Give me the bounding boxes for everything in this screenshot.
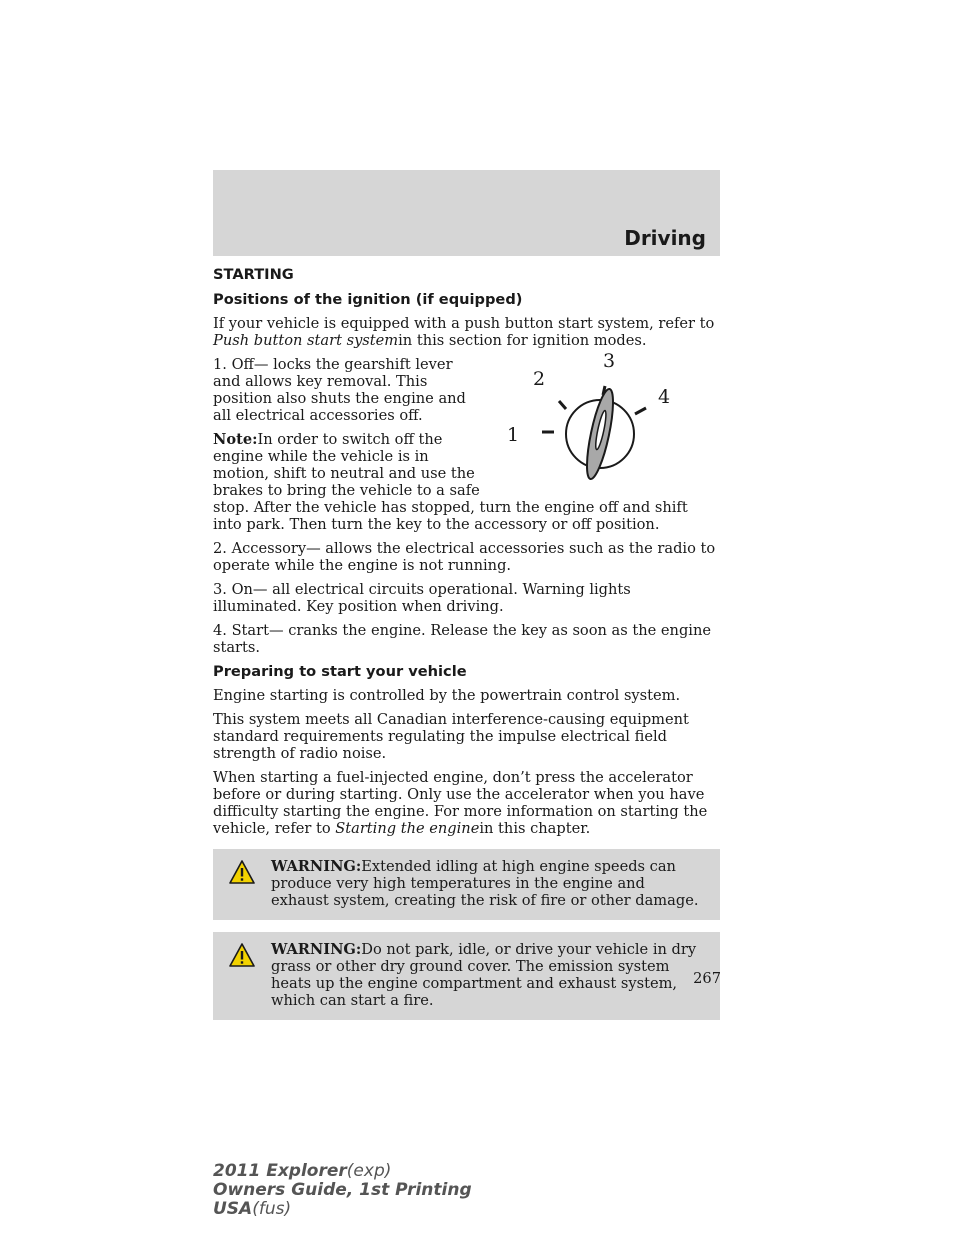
warning-triangle-icon — [229, 860, 255, 884]
section-title: Driving — [624, 226, 706, 250]
para-fuel-injected: When starting a fuel-injected engine, don’t press the accelerator before or during starting. Only use the accelerator when you have difficulty starting the engine. For more information on starting the vehicle, refer to Starting the enginein this chapter. — [213, 769, 708, 837]
diagram-label-4: 4 — [657, 386, 671, 408]
warning-triangle-icon — [229, 943, 255, 967]
subheading-ignition-positions: Positions of the ignition (if equipped) — [213, 291, 523, 308]
subheading-preparing: Preparing to start your vehicle — [213, 663, 467, 680]
heading-starting: STARTING — [213, 266, 294, 283]
intro-paragraph: If your vehicle is equipped with a push button start system, refer to Push button start systemin this section for ignition modes. — [213, 315, 715, 349]
diagram-label-2: 2 — [532, 368, 546, 390]
ignition-item-accessory: 2. Accessory— allows the electrical accessories such as the radio to operate while the engine is not running. — [213, 540, 716, 574]
warning-box-idling — [213, 849, 720, 920]
para-powertrain: Engine starting is controlled by the powertrain control system. — [213, 687, 681, 704]
diagram-label-1: 1 — [506, 424, 520, 446]
diagram-label-3: 3 — [602, 350, 616, 372]
note-paragraph: Note:In order to switch off the engine while the vehicle is in motion, shift to neutral and use the brakes to bring the vehicle to a safe stop. After the vehicle has stopped, turn the engine off and shift into park. Then turn the key to the accessory or off position. — [213, 431, 688, 533]
crossref-starting-the-engine: Starting the engine — [335, 820, 480, 837]
ignition-item-on: 3. On— all electrical circuits operational. Warning lights illuminated. Key position when driving. — [213, 581, 631, 615]
page-content — [213, 266, 720, 1027]
ignition-positions-diagram — [482, 346, 732, 486]
page-number: 267 — [693, 970, 721, 987]
note-label: Note: — [213, 431, 258, 448]
ignition-item-start: 4. Start— cranks the engine. Release the key as soon as the engine starts. — [213, 622, 711, 656]
warning-label: WARNING: — [271, 941, 362, 958]
warning-box-dry-grass — [213, 932, 720, 1020]
para-canadian-standard: This system meets all Canadian interference-causing equipment standard requirements regulating the impulse electrical field strength of radio noise. — [213, 711, 689, 762]
footer-print-info: 2011 Explorer(exp) Owners Guide, 1st Printing USA(fus) — [213, 1161, 472, 1219]
crossref-push-button-start: Push button start system — [213, 332, 399, 349]
section-header-band — [213, 170, 720, 256]
warning-label: WARNING: — [271, 858, 362, 875]
ignition-item-off: 1. Off— locks the gearshift lever and allows key removal. This position also shuts the engine and all electrical accessories off. — [213, 356, 466, 424]
warning-text-dry-grass: Do not park, idle, or drive your vehicle in dry grass or other dry ground cover. The emission system heats up the engine compartment and exhaust system, which can start a fire. — [271, 941, 697, 1009]
warning-text-idling: Extended idling at high engine speeds can produce very high temperatures in the engine and exhaust system, creating the risk of fire or other damage. — [271, 858, 699, 909]
